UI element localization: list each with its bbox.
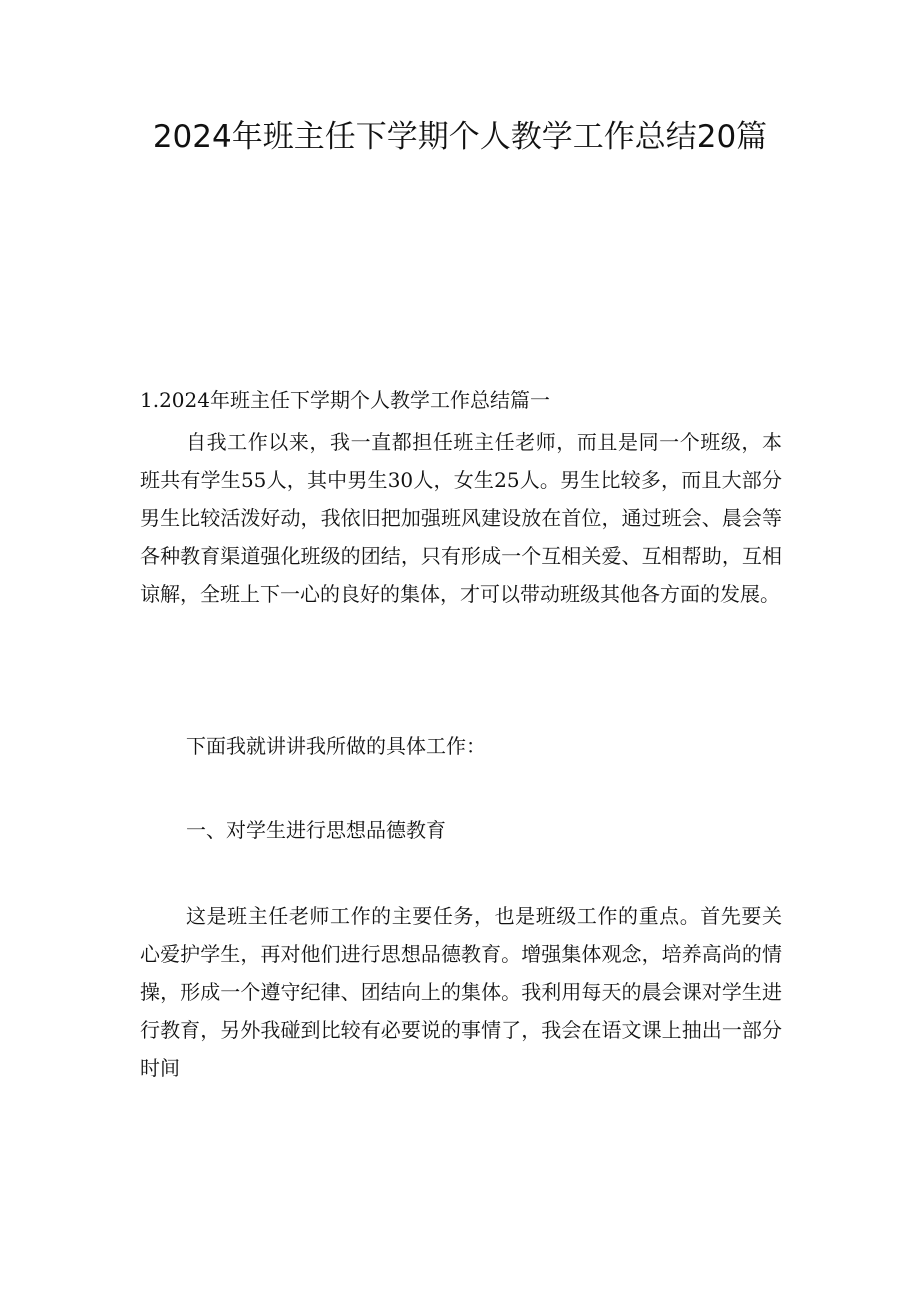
paragraph-intro: 自我工作以来，我一直都担任班主任老师，而且是同一个班级，本班共有学生55人，其中男生30人，女生25人。男生比较多，而且大部分男生比较活泼好动，我依旧把加强班风建设放在首位，通过班会、晨会等各种教育渠道强化班级的团结，只有形成一个互相关爱、互相帮助，互相谅解，全班上下一心的良好的集体，才可以带动班级其他各方面的发展。 [140, 430, 782, 606]
document-title: 2024年班主任下学期个人教学工作总结20篇 [152, 119, 768, 155]
paragraph-moral-education: 这是班主任老师工作的主要任务，也是班级工作的重点。首先要关心爱护学生，再对他们进行思想品德教育。增强集体观念，培养高尚的情操，形成一个遵守纪律、团结向上的集体。我利用每天的晨会课对学生进行教育，另外我碰到比较有必要说的事情了，我会在语文课上抽出一部分时间 [140, 904, 782, 1080]
section-heading: 1.2024年班主任下学期个人教学工作总结篇一 [140, 388, 550, 412]
subheading-moral-education: 一、对学生进行思想品德教育 [186, 818, 446, 842]
paragraph-transition: 下面我就讲讲我所做的具体工作： [186, 734, 486, 758]
